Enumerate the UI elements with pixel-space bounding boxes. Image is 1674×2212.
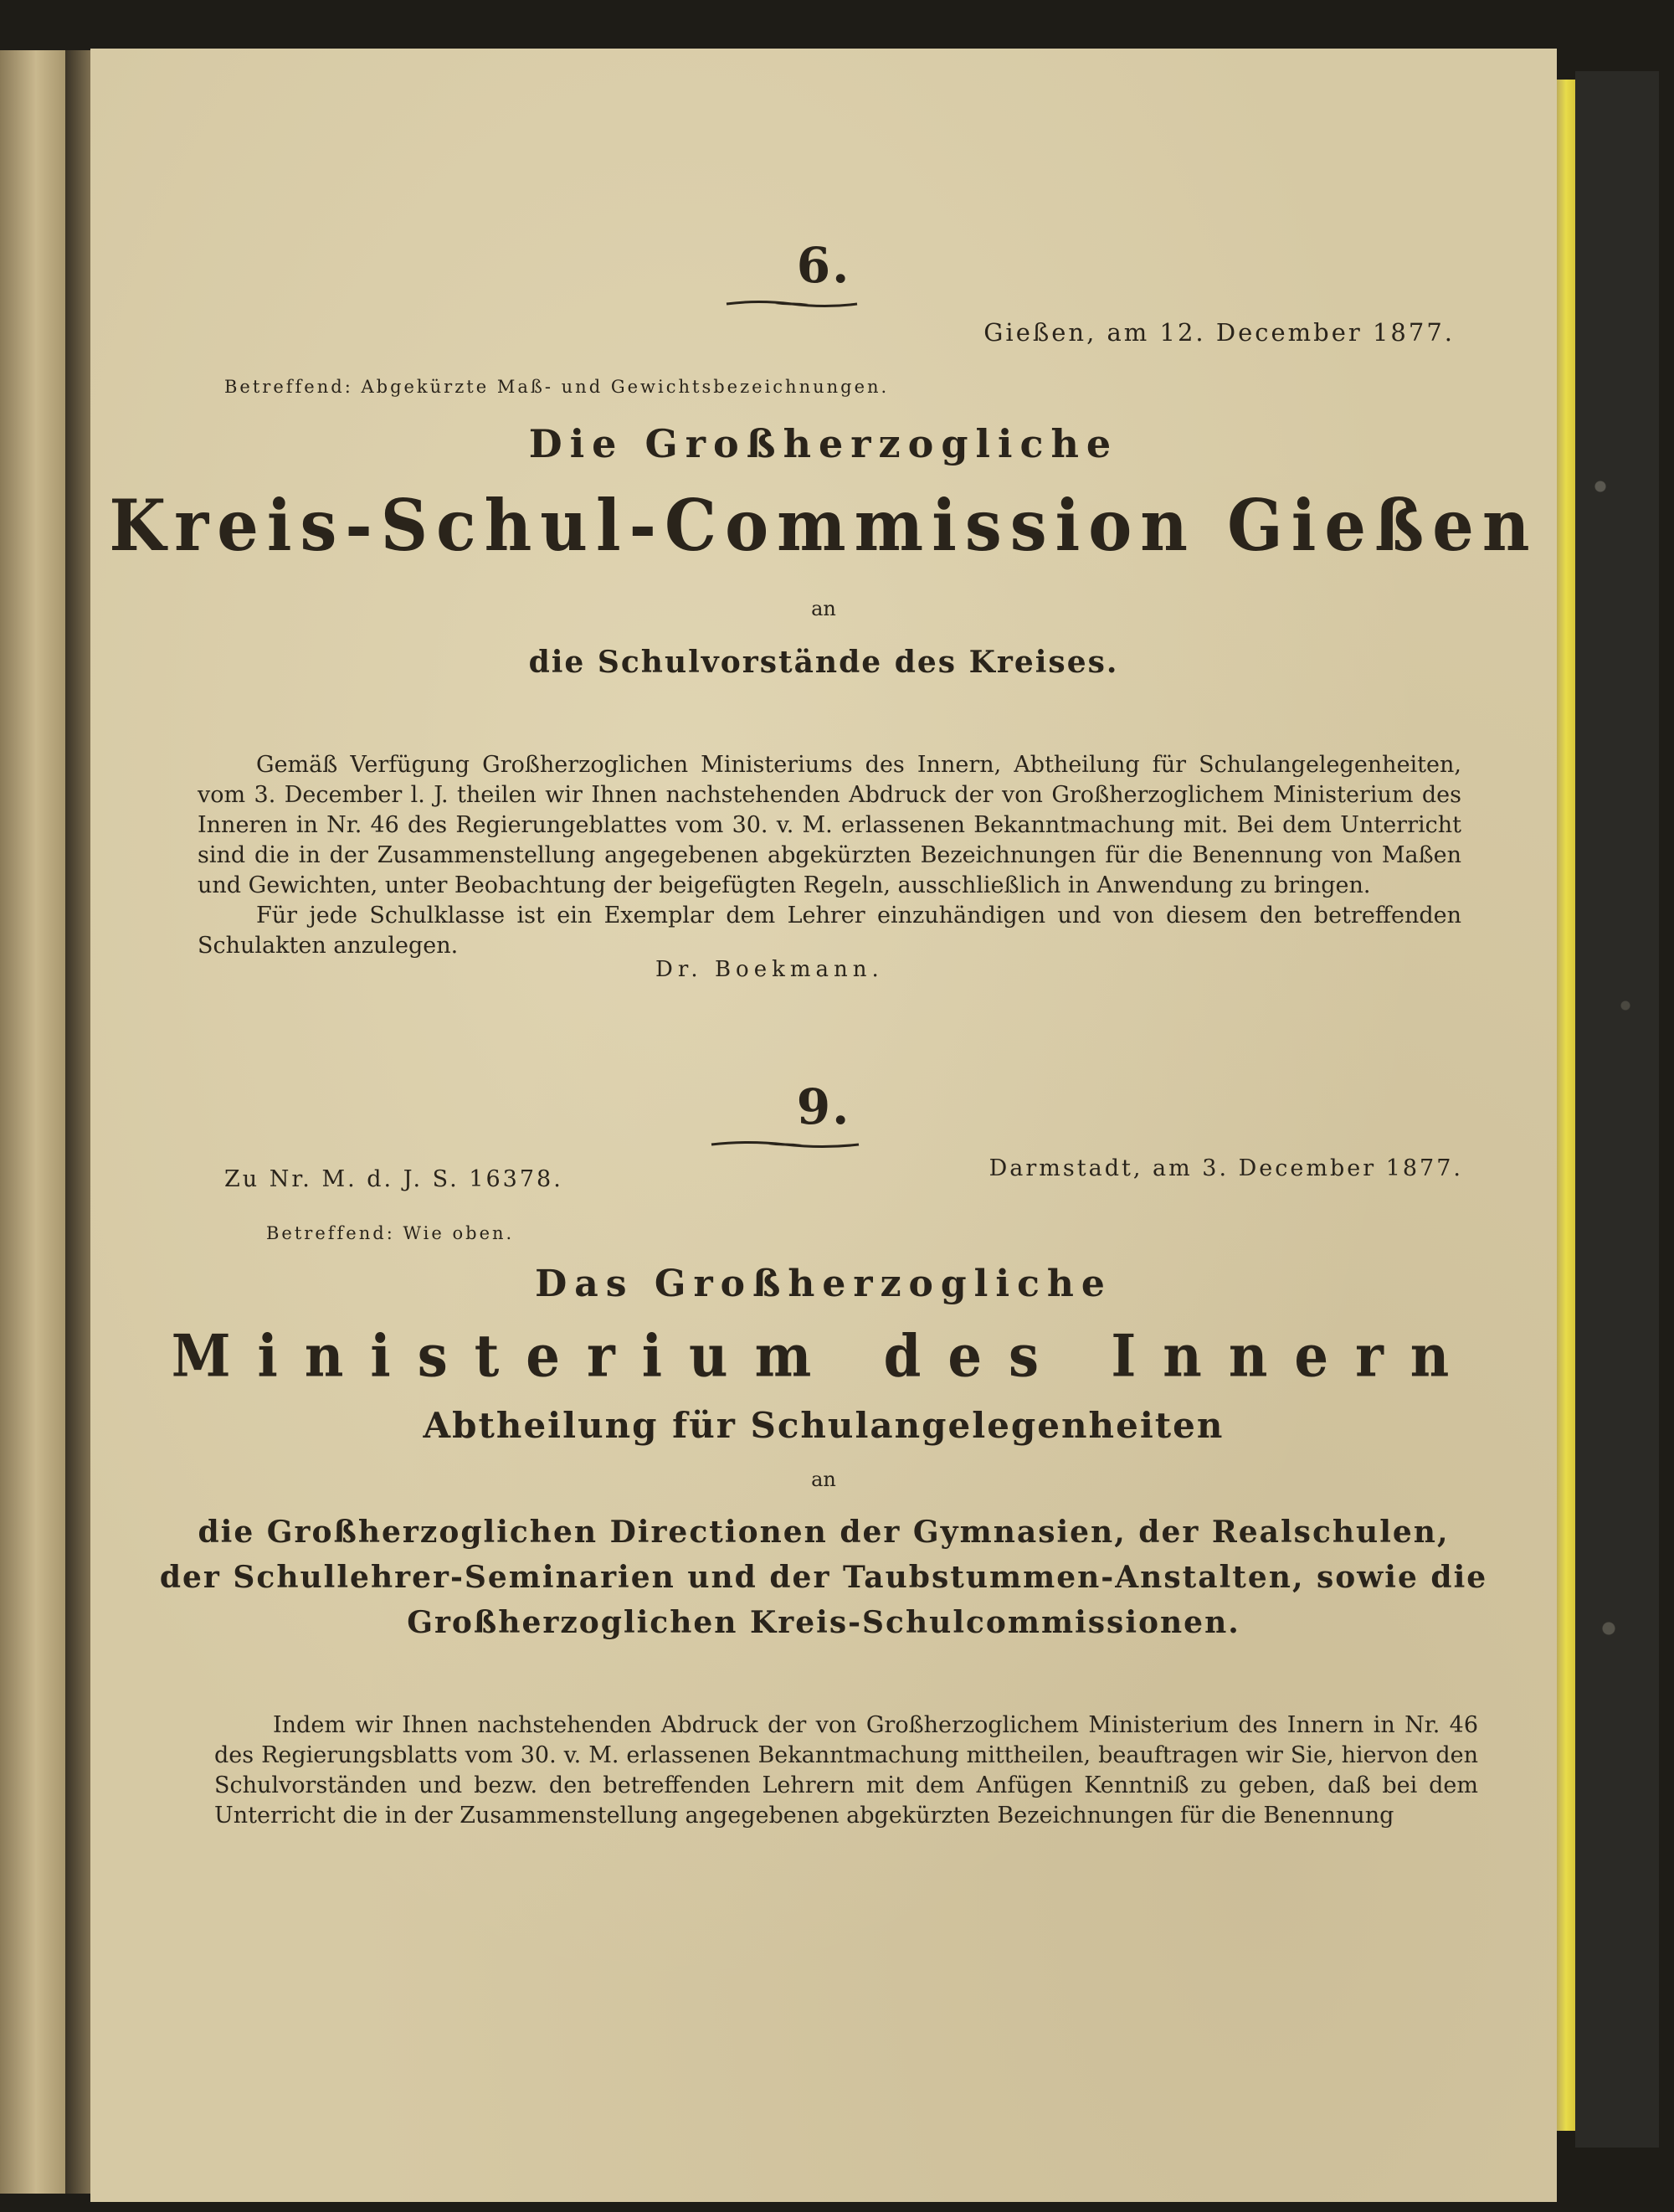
addressee: die Schulvorstände des Kreises. bbox=[528, 645, 1119, 680]
facing-page-edge bbox=[0, 50, 65, 2194]
place-date: Darmstadt, am 3. December 1877. bbox=[988, 1155, 1463, 1181]
ornamental-rule bbox=[90, 298, 1557, 310]
addressee bbox=[90, 1510, 1557, 1645]
addressee-line: der Schullehrer-Seminarien und der Taubstummen-Anstalten, sowie die bbox=[159, 1560, 1488, 1595]
department-heading: Abtheilung für Schulangelegenheiten bbox=[423, 1405, 1225, 1446]
issuer-title: Kreis-Schul-Commission Gießen bbox=[109, 485, 1538, 568]
body-text-section-9 bbox=[214, 1710, 1478, 1831]
subject-line: Betreffend: Wie oben. bbox=[266, 1223, 515, 1243]
paragraph: Gemäß Verfügung Großherzoglichen Ministeriums des Innern, Abtheilung für Schulangelegenheiten, vom 3. December l. J. theilen wir Ihnen nachstehenden Abdruck der von Großherzoglichem Ministerium des Inneren in Nr. 46 des Regierungeblattes vom 30. v. M. erlassenen Bekanntmachung mit. Bei dem Unterricht sind die in der Zusammenstellung angegebenen abgekürzten Bezeichnungen für die Benennung von Maßen und Gewichten, unter Beobachtung der beigefügten Regeln, ausschließlich in Anwendung zu bringen. bbox=[198, 752, 1461, 898]
document-page bbox=[90, 49, 1557, 2202]
issuer-heading: Die Großherzogliche bbox=[528, 421, 1119, 466]
issuer-heading: Das Großherzogliche bbox=[535, 1263, 1112, 1305]
book-cover-edge bbox=[1575, 71, 1659, 2148]
an-label: an bbox=[811, 597, 836, 620]
an-label: an bbox=[811, 1468, 836, 1491]
binding-gutter bbox=[65, 50, 90, 2194]
reference-number: Zu Nr. M. d. J. S. 16378. bbox=[224, 1166, 563, 1192]
ornamental-rule bbox=[90, 1139, 1557, 1150]
section-number-9: 9. bbox=[796, 1078, 851, 1135]
paragraph: Indem wir Ihnen nachstehenden Abdruck der von Großherzoglichem Ministerium des Innern in Nr. 46 des Regierungsblatts vom 30. v. M. erlassenen Bekanntmachung mittheilen, beauftragen wir Sie, hiervon den Schulvorständen und bezw. den betreffenden Lehrern mit dem Anfügen Kenntniß zu geben, daß bei dem Unterricht die in der Zusammenstellung angegebenen abgekürzten Bezeichnungen für die Benennung bbox=[214, 1712, 1478, 1829]
paragraph: Für jede Schulklasse ist ein Exemplar dem Lehrer einzuhändigen und von diesem den betreffenden Schulakten anzulegen. bbox=[198, 903, 1461, 959]
addressee-line: die Großherzoglichen Directionen der Gymnasien, der Realschulen, bbox=[198, 1515, 1450, 1550]
addressee-line: Großherzoglichen Kreis-Schulcommissionen. bbox=[407, 1605, 1240, 1640]
subject-line: Betreffend: Abgekürzte Maß- und Gewichtsbezeichnungen. bbox=[224, 377, 890, 397]
body-text-section-6 bbox=[198, 750, 1461, 961]
section-number-6: 6. bbox=[796, 237, 851, 294]
page-block-edge bbox=[1557, 80, 1575, 2131]
place-date: Gießen, am 12. December 1877. bbox=[983, 318, 1455, 347]
signature: Dr. Boekmann. bbox=[655, 957, 884, 982]
issuer-title: Ministerium des Innern bbox=[171, 1323, 1476, 1391]
